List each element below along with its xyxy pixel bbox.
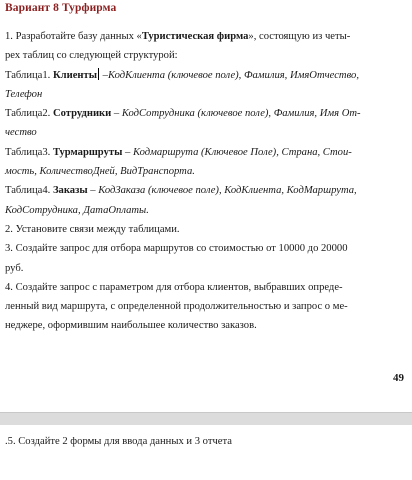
table3-line2: мость, КоличествоДней, ВидТранспорта. — [5, 166, 195, 178]
page-number: 49 — [393, 372, 404, 384]
task1-line1: 1. Разработайте базу данных «Туристическая фирма», состоящую из четы- — [5, 31, 351, 42]
table4-line1: Таблица4. Заказы – КодЗаказа (ключевое поле), КодКлиента, КодМаршрута, — [5, 185, 357, 197]
text-cursor — [98, 68, 99, 80]
next-page — [0, 425, 412, 480]
table2-name: Сотрудники — [52, 108, 112, 120]
table2-line2: чество — [5, 127, 37, 139]
table3-line1: Таблица3. Турмаршруты – Кодмаршрута (Ключевое Поле), Страна, Стои- — [5, 146, 352, 158]
table2-line1: Таблица2. Сотрудники – КодСотрудника (ключевое поле), Фамилия, Имя От- — [5, 108, 361, 120]
table4-name: Заказы — [52, 185, 88, 197]
table3-name: Турмаршруты — [52, 146, 123, 158]
task1-line2: рех таблиц со следующей структурой: — [5, 50, 178, 62]
task3-line1: 3. Создайте запрос для отбора маршрутов со стоимостью от 10000 до 20000 — [5, 243, 348, 255]
task4-line3: неджере, оформившим наибольшее количество заказов. — [5, 320, 257, 332]
task3-line2: руб. — [5, 262, 24, 274]
task4-line2: ленный вид маршрута, с определенной продолжительностью и запрос о ме- — [5, 301, 348, 313]
task2-line: 2. Установите связи между таблицами. — [5, 223, 180, 235]
table4-line2: КодСотрудника, ДатаОплаты. — [5, 204, 149, 216]
variant-heading: Вариант 8 Турфирма — [5, 2, 117, 14]
task4-line1: 4. Создайте запрос с параметром для отбора клиентов, выбравших опреде- — [5, 281, 343, 293]
task5-line: .5. Создайте 2 формы для ввода данных и 3 отчета — [5, 436, 232, 447]
table1-line2: Телефон — [5, 88, 43, 100]
task-content — [5, 27, 405, 336]
page-separator — [0, 412, 412, 426]
table1-name: Клиенты — [52, 69, 97, 81]
database-name: Туристическая фирма — [141, 31, 249, 42]
table1-line1: Таблица1. Клиенты –КодКлиента (ключевое поле), Фамилия, ИмяОтчество, — [5, 69, 359, 81]
